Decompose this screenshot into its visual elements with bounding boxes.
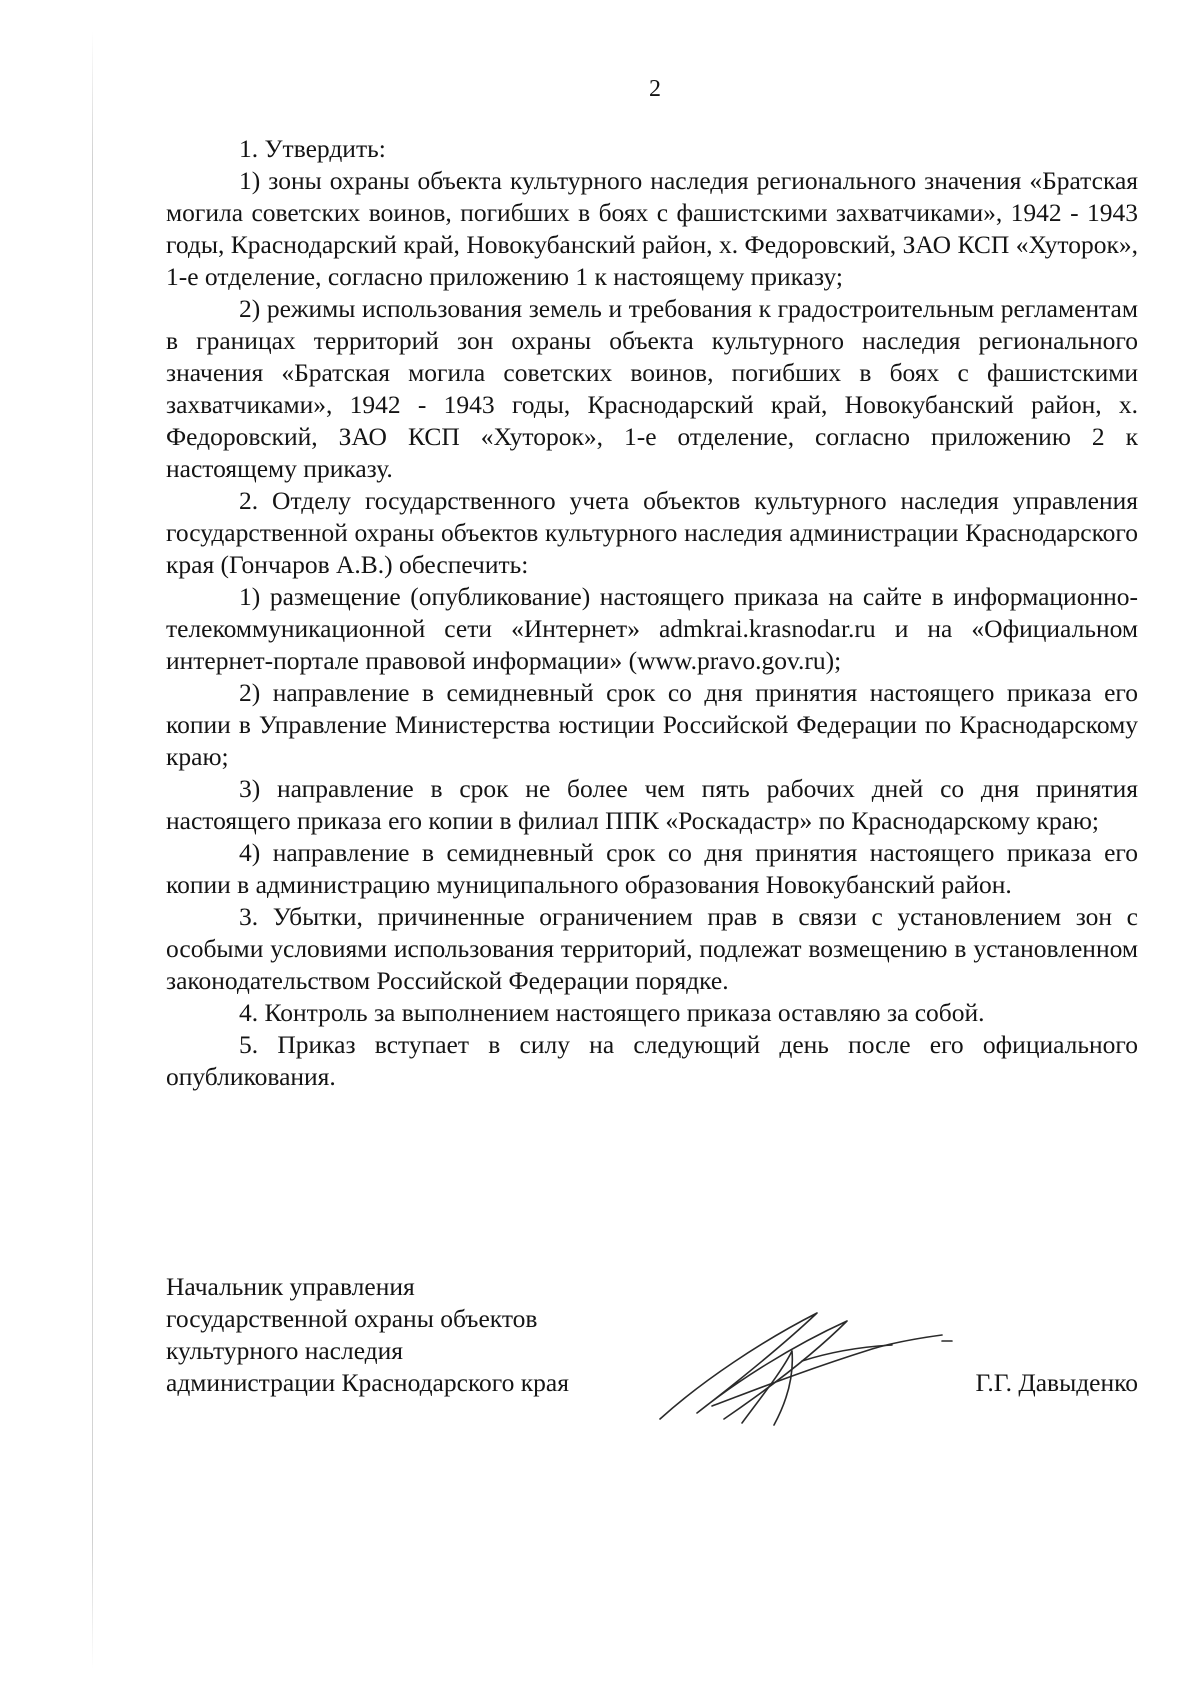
- paragraph-duty-municipality: 4) направление в семидневный срок со дня принятия настоящего приказа его копии в администрацию муниципального образования Новокубанский район.: [166, 838, 1138, 899]
- scan-margin-line: [92, 30, 93, 1670]
- paragraph-entry-into-force: 5. Приказ вступает в силу на следующий день после его официального опубликования.: [166, 1030, 1138, 1091]
- signatory-title-line-4: администрации Краснодарского края: [166, 1368, 569, 1397]
- order-body: [166, 133, 1138, 1093]
- signature-block: [166, 1271, 1138, 1431]
- paragraph-approve-zones: 1) зоны охраны объекта культурного наследия регионального значения «Братская могила советских воинов, погибших в боях с фашистскими захватчиками», 1942 - 1943 годы, Краснодарский край, Новокубанский район, х. Федоровский, ЗАО КСП «Хуторок», 1-е отделение, согласно приложению 1 к настоящему приказу;: [166, 166, 1138, 291]
- paragraph-duty-justice-ministry: 2) направление в семидневный срок со дня принятия настоящего приказа его копии в Управление Министерства юстиции Российской Федерации по Краснодарскому краю;: [166, 678, 1138, 771]
- paragraph-department-duties: 2. Отделу государственного учета объектов культурного наследия управления государственной охраны объектов культурного наследия администрации Краснодарского края (Гончаров А.В.) обеспечить:: [166, 486, 1138, 579]
- signatory-title-line-2: государственной охраны объектов: [166, 1304, 538, 1333]
- paragraph-duty-publication: 1) размещение (опубликование) настоящего приказа на сайте в информационно-телекоммуникационной сети «Интернет» admkrai.krasnodar.ru и на «Официальном интернет-портале правовой информации» (www.pravo.gov.ru);: [166, 582, 1138, 675]
- paragraph-approve: 1. Утвердить:: [239, 134, 386, 163]
- signatory-title-line-1: Начальник управления: [166, 1272, 415, 1301]
- handwritten-signature: [642, 1301, 962, 1431]
- paragraph-control: 4. Контроль за выполнением настоящего приказа оставляю за собой.: [239, 998, 985, 1027]
- signatory-title-line-3: культурного наследия: [166, 1336, 404, 1365]
- paragraph-losses: 3. Убытки, причиненные ограничением прав в связи с установлением зон с особыми условиями использования территорий, подлежат возмещению в установленном законодательством Российской Федерации порядке.: [166, 902, 1138, 995]
- signatory-name: Г.Г. Давыденко: [975, 1368, 1138, 1397]
- paragraph-approve-regimes: 2) режимы использования земель и требования к градостроительным регламентам в границах территорий зон охраны объекта культурного наследия регионального значения «Братская могила советских воинов, погибших в боях с фашистскими захватчиками», 1942 - 1943 годы, Краснодарский край, Новокубанский район, х. Федоровский, ЗАО КСП «Хуторок», 1-е отделение, согласно приложению 2 к настоящему приказу.: [166, 294, 1138, 483]
- paragraph-duty-roskadastr: 3) направление в срок не более чем пять рабочих дней со дня принятия настоящего приказа его копии в филиал ППК «Роскадастр» по Краснодарскому краю;: [166, 774, 1138, 835]
- page-number: 2: [649, 76, 661, 102]
